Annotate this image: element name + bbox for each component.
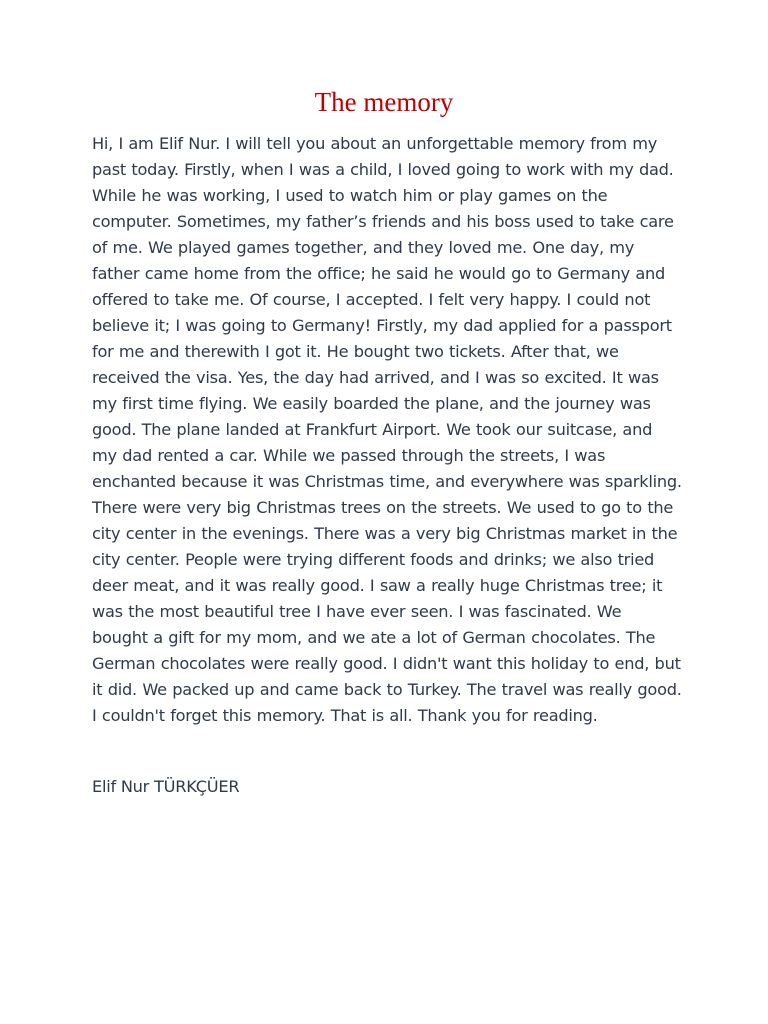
author-signature: Elif Nur TÜRKÇÜER xyxy=(92,777,240,796)
document-title: The memory xyxy=(314,87,454,117)
document-body: Hi, I am Elif Nur. I will tell you about an unforgettable memory from my past today. Firstly, when I was a child, I loved going to work with my dad. While he was working, I used to watch him or play games on the computer. Sometimes, my father’s friends and his boss used to take care of me. We played games together, and they loved me. One day, my father came home from the office; he said he would go to Germany and offered to take me. Of course, I accepted. I felt very happy. I could not believe it; I was going to Germany! Firstly, my dad applied for a passport for me and therewith I got it. He bought two tickets. After that, we received the visa. Yes, the day had arrived, and I was so excited. It was my first time flying. We easily boarded the plane, and the journey was good. The plane landed at Frankfurt Airport. We took our suitcase, and my dad rented a car. While we passed through the streets, I was enchanted because it was Christmas time, and everywhere was sparkling. There were very big Christmas trees on the streets. We used to go to the city center in the evenings. There was a very big Christmas market in the city center. People were trying different foods and drinks; we also tried deer meat, and it was really good. I saw a really huge Christmas tree; it was the most beautiful tree I have ever seen. I was fascinated. We bought a gift for my mom, and we ate a lot of German chocolates. The German chocolates were really good. I didn't want this holiday to end, but it did. We packed up and came back to Turkey. The travel was really good. I couldn't forget this memory. That is all. Thank you for reading. xyxy=(92,134,682,725)
